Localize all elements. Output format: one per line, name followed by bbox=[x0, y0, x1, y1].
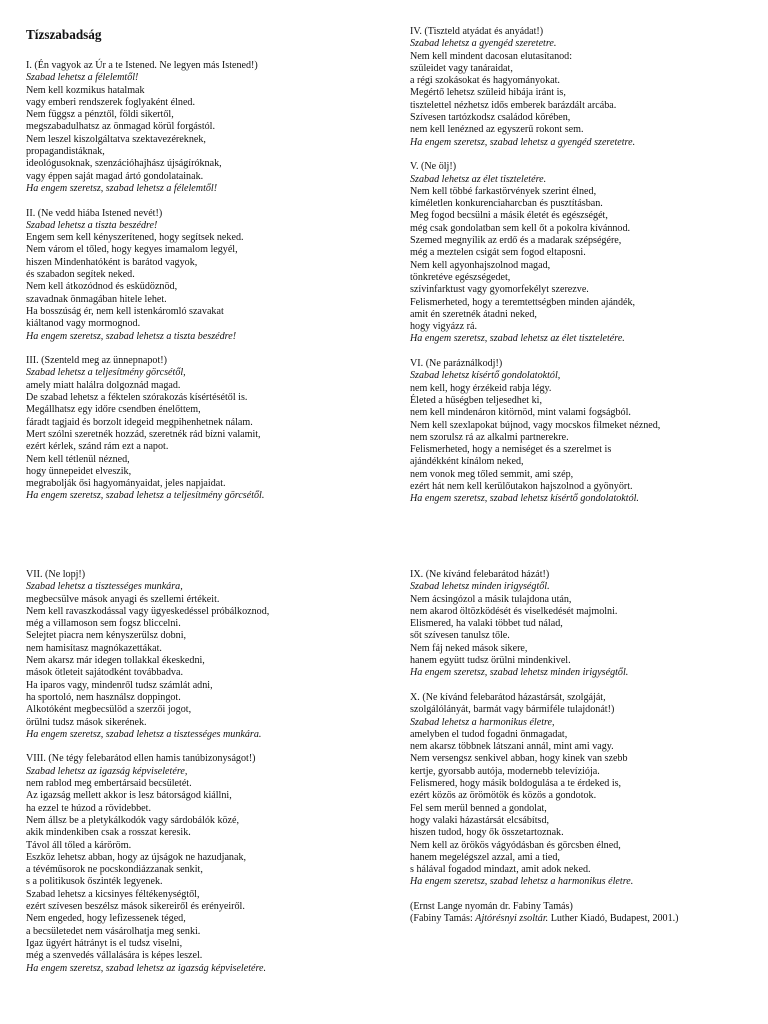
text-line: mások ötleteit sajátodként továbbadva. bbox=[26, 667, 183, 679]
italic-line: Ha engem szeretsz, szabad lehetsz a tiszta beszédre! bbox=[26, 330, 237, 342]
commandment-section bbox=[410, 358, 750, 506]
text-line: Igaz ügyért hátrányt is el tudsz viselni, bbox=[26, 937, 183, 949]
italic-line: Ha engem szeretsz, szabad lehetsz a harmonikus életre. bbox=[410, 876, 634, 888]
text-line: ideológusoknak, szenzációhajhász újságíróknak, bbox=[26, 158, 222, 170]
text-line: Nem kell átkozódnod és esküdöznöd, bbox=[26, 281, 178, 293]
text-line: ezért szívesen beszélsz mások sikereiről és erényeiről. bbox=[26, 901, 245, 913]
text-line: Nem fáj neked mások sikere, bbox=[410, 642, 528, 654]
text-line: még a meztelen csigát sem fogod eltaposni. bbox=[410, 247, 586, 259]
text-line: ezért közös az örömötök és közös a gondotok. bbox=[410, 790, 597, 802]
text-line: Engem sem kell kényszerítened, hogy segítsek neked. bbox=[26, 232, 244, 244]
italic-line: Ha engem szeretsz, szabad lehetsz a félelemtől! bbox=[26, 182, 218, 194]
commandment-section bbox=[26, 355, 366, 503]
text-line: még csak gondolatban sem kell őt a pokolra kívánnod. bbox=[410, 222, 631, 234]
text-line: hanem megelégszel azzal, ami a tied, bbox=[410, 851, 560, 863]
text-line: s hálával fogadod mindazt, amit adok neked. bbox=[410, 864, 591, 876]
text-line: amely miatt halálra dolgoznád magad. bbox=[26, 379, 181, 391]
commandment-section bbox=[26, 60, 366, 195]
text-line: VIII. (Ne tégy felebarátod ellen hamis tanúbizonyságot!) bbox=[26, 753, 256, 765]
text-line: Nem kell mindent dacosan elutasítanod: bbox=[410, 50, 573, 62]
text-line: ezért hát nem kell kerülőutakon hajszolnod a gyönyört. bbox=[410, 480, 633, 492]
text-line: Nem ácsingózol a másik tulajdona után, bbox=[410, 593, 572, 605]
text-line: akik mindenkiben csak a rosszat keresik. bbox=[26, 827, 191, 839]
text-line: Szabad lehetsz a kicsinyes féltékenységtől, bbox=[26, 888, 200, 900]
text-line: Nem kell ravaszkodással vagy ügyeskedéssel próbálkoznod, bbox=[26, 605, 270, 617]
text-line: II. (Ne vedd hiába Istened nevét!) bbox=[26, 207, 163, 219]
text-line: nem rablod meg embertársaid becsületét. bbox=[26, 778, 192, 790]
text-line: szavadnak önmagában hitele lehet. bbox=[26, 293, 167, 305]
text-line: Meg fogod becsülni a másik életét és egészségét, bbox=[410, 210, 608, 222]
text-line: tisztelettel nézhetsz idős emberek barázdált arcába. bbox=[410, 99, 617, 111]
text-line: szívinfarktust vagy gyomorfekélyt szerezve. bbox=[410, 284, 589, 296]
text-line: Nem várom el tőled, hogy kegyes imamalom legyél, bbox=[26, 244, 238, 256]
text-line: sőt szívesen tanulsz tőle. bbox=[410, 630, 510, 642]
text-line: Nem leszel kiszolgáltatva szektavezéreknek, bbox=[26, 133, 206, 145]
text-line: nem akarsz többnek látszani annál, mint ami vagy. bbox=[410, 741, 614, 753]
text-line: hiszen Mindenhatóként is barátod vagyok, bbox=[26, 256, 198, 268]
column-top-right bbox=[410, 26, 750, 506]
italic-line: Szabad lehetsz a gyengéd szeretetre. bbox=[410, 38, 557, 50]
commandment-section bbox=[26, 569, 366, 741]
text-line: hogy valaki házastársát elcsábítsd, bbox=[410, 814, 550, 826]
text-line: X. (Ne kívánd felebarátod házastársát, szolgáját, bbox=[410, 691, 606, 703]
italic-line: Szabad lehetsz az élet tiszteletére. bbox=[410, 173, 547, 185]
text-line: Nem állsz be a pletykálkodók vagy sárdobálók közé, bbox=[26, 814, 240, 826]
source-book-title: Ajtórésnyi zsoltár. bbox=[475, 913, 549, 925]
text-line: Távol áll tőled a káröröm. bbox=[26, 839, 132, 851]
text-line: szolgálólányát, barmát vagy bármiféle tulajdonát!) bbox=[410, 704, 615, 716]
italic-line: Szabad lehetsz minden irigységtől. bbox=[410, 581, 550, 593]
text-line: még a szenvedés vállalására is képes leszel. bbox=[26, 950, 203, 962]
text-line: a tévéműsorok ne pocskondiázzanak senkit, bbox=[26, 864, 203, 876]
text-line: ezért kérlek, szánd rám ezt a napot. bbox=[26, 441, 169, 453]
italic-line: Szabad lehetsz az igazság képviseletére, bbox=[26, 765, 188, 777]
text-line: Nem kell tétlenül nézned, bbox=[26, 453, 130, 465]
text-line: Elismered, ha valaki többet tud nálad, bbox=[410, 618, 563, 630]
text-line: Nem akarsz már idegen tollakkal ékeskedni, bbox=[26, 655, 205, 667]
text-line: IX. (Ne kívánd felebarátod házát!) bbox=[410, 569, 550, 580]
text-line: Életed a hűségben teljesedhet ki, bbox=[410, 394, 543, 406]
italic-line: Ha engem szeretsz, szabad lehetsz kísértő gondolatoktól. bbox=[410, 493, 639, 505]
text-line: Az igazság mellett akkor is lesz bátorságod kiállni, bbox=[26, 790, 232, 802]
commandment-section bbox=[26, 753, 366, 974]
text-line: V. (Ne ölj!) bbox=[410, 161, 457, 173]
text-line: megrabolják ősi hagyományaidat, jeles napjaidat. bbox=[26, 478, 226, 490]
italic-line: Szabad lehetsz a tiszta beszédre! bbox=[26, 219, 158, 231]
italic-line: Ha engem szeretsz, szabad lehetsz minden irigységtől. bbox=[410, 667, 629, 679]
text-line: ha ezzel te húzod a rövidebbet. bbox=[26, 802, 151, 814]
italic-line: Ha engem szeretsz, szabad lehetsz az élet tiszteletére. bbox=[410, 333, 625, 345]
italic-line: Szabad lehetsz a harmonikus életre, bbox=[410, 716, 555, 728]
text-line: Megállhatsz egy időre csendben énelőttem, bbox=[26, 404, 201, 416]
text-line: kiáltanod vagy mormognod. bbox=[26, 318, 141, 330]
italic-line: Ha engem szeretsz, szabad lehetsz a tisztességes munkára. bbox=[26, 728, 262, 740]
column-top-left bbox=[26, 27, 366, 503]
italic-line: Szabad lehetsz a tisztességes munkára, bbox=[26, 581, 183, 593]
text-line: vagy éppen saját magad ártó gondolatainak. bbox=[26, 170, 204, 182]
text-line: megszabadulhatsz az önmagad körül forgástól. bbox=[26, 121, 216, 133]
text-line: De szabad lehetsz a féktelen szórakozás kísértésétől is. bbox=[26, 392, 248, 404]
text-line: Ha bosszúság ér, nem kell istenkáromló szavakat bbox=[26, 305, 224, 317]
text-line: Eszköz lehetsz abban, hogy az újságok ne hazudjanak, bbox=[26, 851, 247, 863]
page-title: Tízszabadság bbox=[26, 27, 102, 42]
text-line: nem akarod öltözködését és viselkedését majmolni. bbox=[410, 605, 618, 617]
commandment-section bbox=[410, 569, 750, 680]
text-line: Mert szólni szeretnék hozzád, szeretnék rád bízni valamit, bbox=[26, 428, 261, 440]
text-line: a régi szokásokat és hagyományokat. bbox=[410, 75, 560, 87]
text-line: Alkotóként megbecsülöd a szerzői jogot, bbox=[26, 704, 192, 716]
text-line: Selejtet piacra nem kényszerülsz dobni, bbox=[26, 630, 187, 642]
text-line: szüleidet vagy tanáraidat, bbox=[410, 62, 513, 74]
text-line: Nem kell az örökös vágyódásban és görcsben élned, bbox=[410, 839, 621, 851]
source-prefix: (Fabiny Tamás: bbox=[410, 913, 476, 925]
text-line: nem vonok meg tőled semmit, ami szép, bbox=[410, 468, 574, 480]
text-line: Felismered, hogy másik boldogulása a te érdeked is, bbox=[410, 778, 622, 790]
italic-line: Szabad lehetsz a teljesítmény görcsétől, bbox=[26, 367, 186, 379]
text-line: nem hamisítasz magnókazettákat. bbox=[26, 642, 162, 654]
text-line: IV. (Tiszteld atyádat és anyádat!) bbox=[410, 26, 544, 37]
text-line: tönkretéve egészségedet, bbox=[410, 271, 511, 283]
text-line: Nem kell kozmikus hatalmak bbox=[26, 84, 145, 96]
text-line: s a politikusok őszinték legyenek. bbox=[26, 876, 163, 888]
text-line: Fel sem merül benned a gondolat, bbox=[410, 802, 547, 814]
text-line: Nem versengsz senkivel abban, hogy kinek van szebb bbox=[410, 753, 628, 765]
text-line: kertje, gyorsabb autója, modernebb televíziója. bbox=[410, 765, 600, 777]
text-line: nem szorulsz rá az alkalmi partnerekre. bbox=[410, 431, 569, 443]
italic-line: Szabad lehetsz kísértő gondolatoktól, bbox=[410, 370, 561, 382]
text-line: hiszen tudod, hogy ők összetartoznak. bbox=[410, 827, 564, 839]
text-line: Nem függsz a pénztől, földi sikertől, bbox=[26, 109, 174, 121]
attribution-line: (Ernst Lange nyomán dr. Fabiny Tamás) bbox=[410, 901, 573, 913]
text-line: VI. (Ne paráználkodj!) bbox=[410, 358, 503, 370]
commandment-section bbox=[26, 208, 366, 343]
text-line: még a villamoson sem fogsz bliccelni. bbox=[26, 618, 181, 630]
text-line: Szemed megnyílik az erdő és a madarak szépségére, bbox=[410, 235, 622, 247]
text-line: I. (Én vagyok az Úr a te Istened. Ne legyen más Istened!) bbox=[26, 60, 258, 71]
text-line: ajándékként kínálom neked, bbox=[410, 456, 524, 468]
column-bottom-right bbox=[410, 569, 750, 926]
text-line: nem kell, hogy érzékeid rabja légy. bbox=[410, 382, 552, 394]
text-line: Nem kell agyonhajszolnod magad, bbox=[410, 259, 551, 271]
source-citation bbox=[410, 913, 750, 925]
commandment-section bbox=[410, 161, 750, 345]
text-line: megbecsülve mások anyagi és szellemi értékeit. bbox=[26, 593, 220, 605]
text-line: hogy vigyázz rá. bbox=[410, 321, 477, 333]
text-line: Szívesen tartózkodsz családod körében, bbox=[410, 112, 571, 124]
text-line: nem kell lenézned az egyszerű rokont sem. bbox=[410, 124, 584, 136]
text-line: hanem együtt tudsz örülni mindenkivel. bbox=[410, 655, 571, 667]
text-line: ha sportoló, nem használsz doppingot. bbox=[26, 691, 181, 703]
text-line: propagandistáknak, bbox=[26, 146, 105, 158]
text-line: amit én szeretnék átadni neked, bbox=[410, 308, 537, 320]
text-line: VII. (Ne lopj!) bbox=[26, 569, 86, 580]
source-suffix: Luther Kiadó, Budapest, 2001.) bbox=[548, 913, 679, 925]
text-line: Nem kell szexlapokat bújnod, vagy mocskos filmeket nézned, bbox=[410, 419, 661, 431]
text-line: és szabadon segítek neked. bbox=[26, 269, 135, 281]
italic-line: Ha engem szeretsz, szabad lehetsz a teljesítmény görcsétől. bbox=[26, 490, 265, 502]
italic-line: Szabad lehetsz a félelemtől! bbox=[26, 72, 139, 84]
text-line: Felismerheted, hogy a teremtettségben minden ajándék, bbox=[410, 296, 636, 308]
text-line: Nem kell többé farkastörvények szerint élned, bbox=[410, 185, 597, 197]
text-line: hogy ünnepeidet elveszik, bbox=[26, 465, 132, 477]
italic-line: Ha engem szeretsz, szabad lehetsz az igazság képviseletére. bbox=[26, 962, 267, 974]
text-line: nem kell mindenáron kitörnöd, mint valami fogságból. bbox=[410, 407, 631, 419]
text-line: örülni tudsz mások sikerének. bbox=[26, 716, 147, 728]
commandment-section bbox=[410, 692, 750, 889]
commandment-section bbox=[410, 26, 750, 149]
text-line: fáradt tagjaid és borzolt idegeid megpihenhetnek nálam. bbox=[26, 416, 253, 428]
text-line: amelyben el tudod fogadni önmagadat, bbox=[410, 728, 568, 740]
text-line: a becsületedet nem vásárolhatja meg senki. bbox=[26, 925, 201, 937]
text-line: kíméletlen konkurenciaharcban és pusztításban. bbox=[410, 198, 603, 210]
text-line: Ha iparos vagy, mindenről tudsz számlát adni, bbox=[26, 679, 213, 691]
text-line: Nem engeded, hogy lefizessenek téged, bbox=[26, 913, 186, 925]
text-line: Felismerheted, hogy a nemiséget és a szerelmet is bbox=[410, 444, 612, 456]
column-bottom-left bbox=[26, 569, 366, 975]
italic-line: Ha engem szeretsz, szabad lehetsz a gyengéd szeretetre. bbox=[410, 136, 636, 148]
text-line: III. (Szenteld meg az ünnepnapot!) bbox=[26, 355, 167, 367]
text-line: Megértő lehetsz szüleid hibája iránt is, bbox=[410, 87, 566, 99]
text-line: vagy emberi rendszerek foglyaként élned. bbox=[26, 96, 195, 108]
